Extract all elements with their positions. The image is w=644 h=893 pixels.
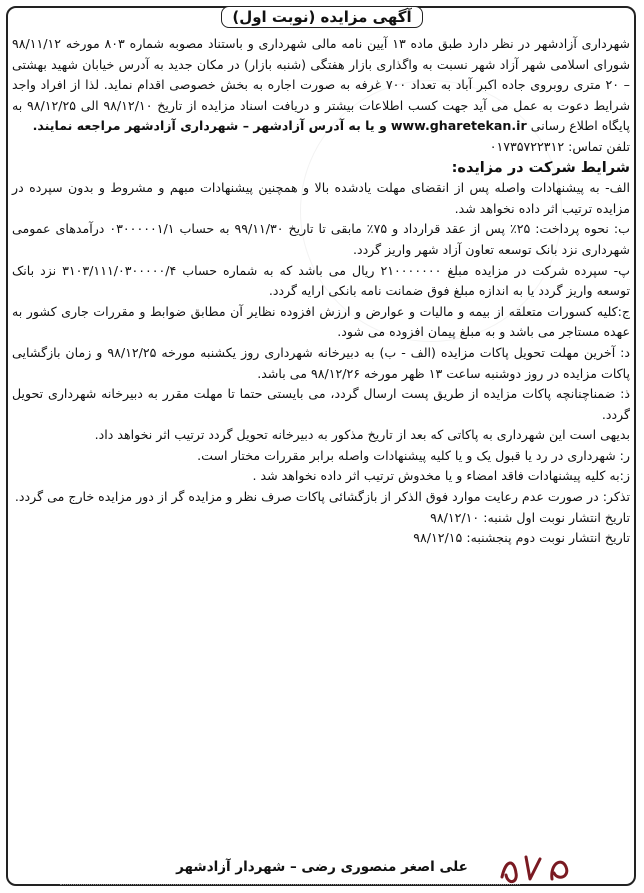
pub-first-date: ۹۸/۱۲/۱۰ — [430, 509, 480, 525]
condition-item: ب: نحوه پرداخت: ۲۵٪ پس از عقد قرارداد و ۷۵٪ مابقی تا تاریخ ۹۹/۱۱/۳۰ به حساب ۰۳۰۰۰۰۰۱/۱ درآمدهای عمومی شهرداری نزد بانک توسعه تعاون آزاد شهر واریز گردد. — [12, 221, 630, 257]
condition-item: بدیهی است این شهرداری به پاکاتی که بعد از تاریخ مذکور به دبیرخانه تحویل گردد ترتیب اثر نخواهد داد. — [94, 427, 630, 443]
condition-item: ذ: ضمناچنانچه پاکات مزایده از طریق پست ارسال گردد، می بایستی حتما تا مهلت مقرر به دبیرخانه شهرداری تحویل گردد. — [12, 386, 630, 422]
pub-second-date: ۹۸/۱۲/۱۵ — [413, 530, 463, 546]
condition-item: ز:به کلیه پیشنهادات فاقد امضاء و یا مخدوش ترتیب اثر داده نخواهد شد . — [252, 468, 630, 484]
condition-item: ر: شهرداری در رد یا قبول یک و یا کلیه پیشنهادات واصله برابر مقررات مختار است. — [197, 447, 630, 463]
intro-paragraph — [12, 34, 630, 137]
pub-second-label: تاریخ انتشار نوبت دوم پنجشنبه: — [466, 530, 630, 546]
announcement-body — [12, 34, 630, 549]
condition-item: تذکر: در صورت عدم رعایت موارد فوق الذکر از بازگشائی پاکات صرف نظر و مزایده گر از دور مزایده خارج می گردد. — [14, 489, 630, 505]
conditions-heading: شرایط شرکت در مزایده: — [451, 159, 630, 176]
phone-label: تلفن تماس: — [568, 138, 630, 154]
title-text: آگهی مزایده (نوبت اول) — [221, 6, 422, 28]
signature: علی اصغر منصوری رضی – شهردار آزادشهر — [176, 859, 468, 875]
signature-divider — [60, 884, 520, 885]
condition-item: ج:کلیه کسورات متعلقه از بیمه و مالیات و عوارض و ارزش افزوده نظایر آن مطابق ضوابط و مقررات جاری کشور به عهده مستاجر می باشد و به مبلغ پیمان افزوده می شود. — [12, 303, 630, 340]
pub-first-label: تاریخ انتشار نوبت اول شنبه: — [483, 509, 630, 525]
phone-line — [12, 137, 630, 158]
phone-number: ۰۱۷۳۵۷۲۲۳۱۲ — [489, 138, 565, 154]
intro-end-text: و یا به آدرس آزادشهر – شهرداری آزادشهر مراجعه نمایند. — [32, 118, 387, 134]
condition-item: الف- به پیشنهادات واصله پس از انقضای مهلت یادشده بالا و همچنین پیشنهادات مبهم و مشروط و بدون سپرده در مزایده ترتیب اثر داده نخواهد شد. — [12, 180, 630, 216]
handwritten-code-mark — [492, 849, 582, 889]
publication-first — [12, 508, 630, 529]
condition-item: پ- سپرده شرکت در مزایده مبلغ ۲۱۰۰۰۰۰۰۰ ریال می باشد که به شماره حساب ۳۱۰۳/۱۱۱/۰۳۰۰۰۰۰/۴ نزد بانک توسعه واریز گردد یا به اندازه مبلغ فوق ضمانت نامه بانکی ارایه گردد. — [12, 262, 631, 299]
condition-item: د: آخرین مهلت تحویل پاکات مزایده (الف - ب) به دبیرخانه شهرداری روز یکشنبه مورخه ۹۸/۱۲/۲۵ و زمان بازگشایی پاکات مزایده در روز دوشنبه ساعت ۱۳ ظهر مورخه ۹۸/۱۲/۲۶ می باشد. — [12, 344, 630, 381]
publication-second — [12, 528, 630, 549]
intro-text: شهرداری آزادشهر در نظر دارد طبق ماده ۱۳ آیین نامه مالی شهرداری و باستناد مصوبه شماره ۸۰۳ مورخه ۹۸/۱۱/۱۲ شورای اسلامی شهر آزاد شهر نسبت به واگذاری بازار هفتگی (شنبه بازار) در مکان جدید به آدرس خیابان شهید بهشتی – ۲۰ متری روبروی جاده اکبر آباد به تعداد ۷۰۰ غرفه به صورت اجاره به بخش خصوصی اقدام نماید. لذا از افراد واجد شرایط دعوت به عمل می آید جهت کسب اطلاعات بیشتر و دریافت اسناد مزایده از تاریخ ۹۸/۱۲/۱۰ الی ۹۸/۱۲/۲۵ به پایگاه اطلاع رسانی — [12, 36, 631, 134]
website-link[interactable]: www.gharetekan.ir — [390, 118, 527, 134]
announcement-title — [0, 6, 644, 28]
